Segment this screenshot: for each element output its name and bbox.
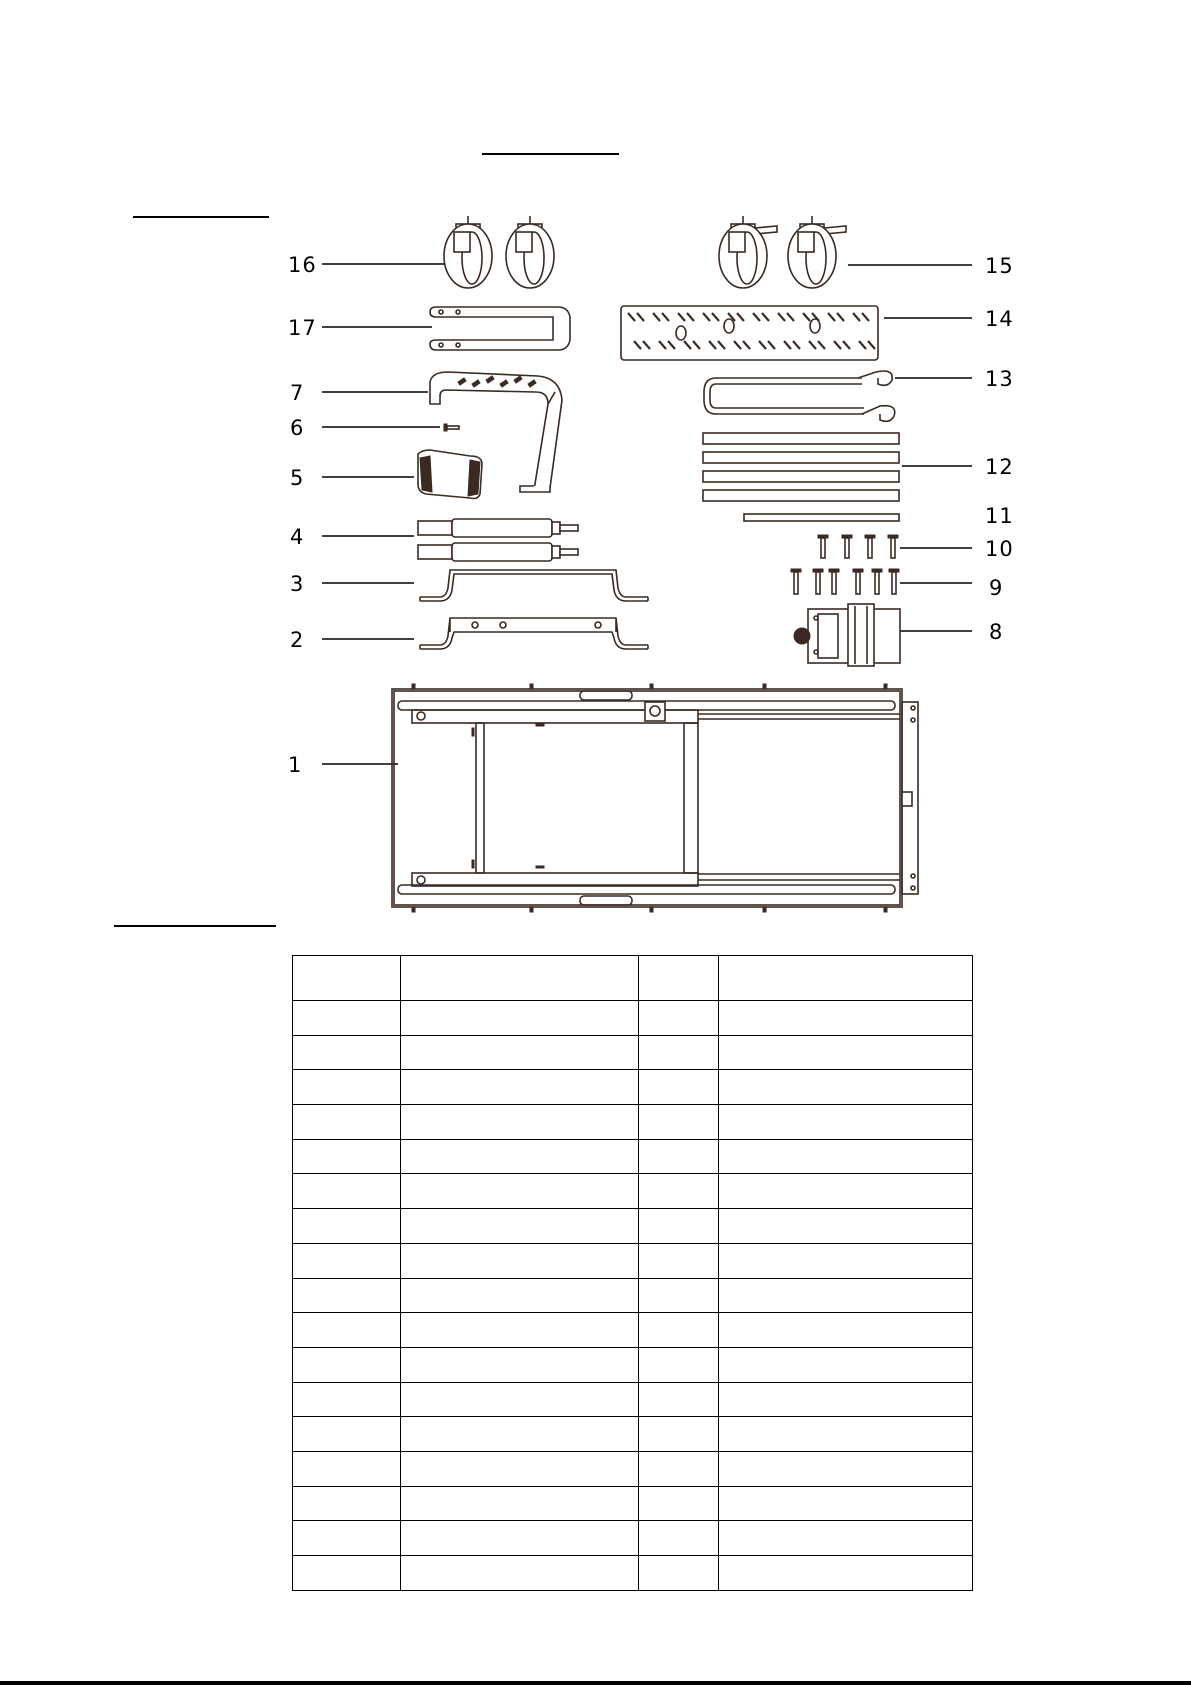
table-cell bbox=[293, 1382, 401, 1417]
table-row bbox=[293, 1000, 973, 1035]
table-cell bbox=[639, 1347, 719, 1382]
part-11-rod bbox=[744, 514, 899, 521]
table-cell bbox=[719, 1382, 973, 1417]
table-cell bbox=[639, 1278, 719, 1313]
table-cell bbox=[401, 1452, 639, 1487]
table-cell bbox=[719, 1105, 973, 1140]
table-cell bbox=[401, 1209, 639, 1244]
table-cell bbox=[719, 1070, 973, 1105]
table-cell bbox=[401, 1035, 639, 1070]
table-row bbox=[293, 1452, 973, 1487]
table-cell bbox=[401, 1556, 639, 1591]
parts-list-table bbox=[292, 955, 973, 1591]
part-14-tread-plate bbox=[621, 306, 878, 360]
table-cell bbox=[719, 1452, 973, 1487]
table-cell bbox=[401, 1382, 639, 1417]
callout-10: 10 bbox=[985, 537, 1014, 561]
table-cell bbox=[293, 1105, 401, 1140]
table-cell bbox=[401, 1139, 639, 1174]
callout-5: 5 bbox=[290, 466, 305, 490]
part-12-slats bbox=[703, 433, 899, 501]
part-17-u-bracket bbox=[430, 307, 570, 350]
table-row bbox=[293, 1174, 973, 1209]
table-row bbox=[293, 1382, 973, 1417]
table-cell bbox=[719, 1521, 973, 1556]
table-cell bbox=[293, 1139, 401, 1174]
callout-4: 4 bbox=[290, 525, 305, 549]
part-13-strap-hooks bbox=[704, 371, 895, 421]
table-cell bbox=[401, 1521, 639, 1556]
callout-6: 6 bbox=[290, 416, 305, 440]
callout-11: 11 bbox=[985, 504, 1014, 528]
table-cell bbox=[293, 1556, 401, 1591]
table-cell bbox=[639, 1000, 719, 1035]
table-cell bbox=[401, 1000, 639, 1035]
table-cell bbox=[293, 1278, 401, 1313]
table-row bbox=[293, 1105, 973, 1140]
part-2-bracket bbox=[420, 618, 648, 649]
table-cell bbox=[639, 1417, 719, 1452]
table-row bbox=[293, 1417, 973, 1452]
table-cell bbox=[719, 1313, 973, 1348]
callout-8: 8 bbox=[989, 620, 1004, 644]
page-bottom-rule bbox=[0, 1681, 1191, 1685]
table-cell bbox=[719, 1243, 973, 1278]
table-cell bbox=[293, 1035, 401, 1070]
callout-9: 9 bbox=[989, 576, 1004, 600]
part-15-brake-casters bbox=[719, 216, 846, 288]
table-cell bbox=[639, 1070, 719, 1105]
table-cell bbox=[639, 1243, 719, 1278]
table-cell bbox=[293, 1243, 401, 1278]
table-cell bbox=[719, 1139, 973, 1174]
part-5-cover bbox=[418, 450, 482, 499]
table-cell bbox=[719, 1486, 973, 1521]
table-row bbox=[293, 1209, 973, 1244]
table-row bbox=[293, 1347, 973, 1382]
callout-2: 2 bbox=[290, 628, 305, 652]
table-cell bbox=[401, 1070, 639, 1105]
part-6-screw bbox=[444, 424, 459, 431]
table-cell bbox=[293, 1486, 401, 1521]
table-cell bbox=[719, 1417, 973, 1452]
table-row bbox=[293, 1139, 973, 1174]
callout-1: 1 bbox=[288, 753, 303, 777]
table-cell bbox=[293, 1070, 401, 1105]
table-cell bbox=[401, 1313, 639, 1348]
table-cell bbox=[639, 1209, 719, 1244]
table-cell bbox=[719, 1278, 973, 1313]
table-cell bbox=[293, 1452, 401, 1487]
callout-13: 13 bbox=[985, 367, 1014, 391]
table-row bbox=[293, 1278, 973, 1313]
table-cell bbox=[639, 956, 719, 1001]
table-cell bbox=[719, 1035, 973, 1070]
callout-14: 14 bbox=[985, 307, 1014, 331]
table-cell bbox=[401, 1347, 639, 1382]
table-cell bbox=[719, 1000, 973, 1035]
table-cell bbox=[639, 1556, 719, 1591]
table-row bbox=[293, 1313, 973, 1348]
callout-12: 12 bbox=[985, 455, 1014, 479]
part-10-bolts bbox=[818, 535, 898, 558]
table-cell bbox=[293, 1000, 401, 1035]
table-cell bbox=[293, 1174, 401, 1209]
table-cell bbox=[719, 1174, 973, 1209]
table-cell bbox=[293, 1209, 401, 1244]
table-cell bbox=[719, 1556, 973, 1591]
table-row bbox=[293, 1243, 973, 1278]
table-cell bbox=[639, 1452, 719, 1487]
table-row bbox=[293, 1486, 973, 1521]
table-cell bbox=[293, 956, 401, 1001]
table-row bbox=[293, 1556, 973, 1591]
part-4-tubes bbox=[418, 519, 578, 561]
table-cell bbox=[293, 1313, 401, 1348]
table-cell bbox=[719, 1347, 973, 1382]
table-cell bbox=[639, 1035, 719, 1070]
table-cell bbox=[719, 1209, 973, 1244]
table-header-row bbox=[293, 956, 973, 1001]
table-cell bbox=[401, 1174, 639, 1209]
callout-17: 17 bbox=[288, 316, 317, 340]
table-cell bbox=[639, 1139, 719, 1174]
part-9-bolts bbox=[791, 569, 899, 594]
table-cell bbox=[401, 1417, 639, 1452]
table-cell bbox=[293, 1347, 401, 1382]
table-cell bbox=[639, 1382, 719, 1417]
table-cell bbox=[639, 1105, 719, 1140]
table-cell bbox=[401, 1486, 639, 1521]
table-row bbox=[293, 1521, 973, 1556]
table-row bbox=[293, 1070, 973, 1105]
table-cell bbox=[293, 1521, 401, 1556]
part-3-bracket bbox=[420, 570, 648, 601]
table-cell bbox=[719, 956, 973, 1001]
table-cell bbox=[401, 1105, 639, 1140]
part-1-main-frame bbox=[392, 684, 918, 912]
table-cell bbox=[401, 1278, 639, 1313]
callout-16: 16 bbox=[288, 253, 317, 277]
table-cell bbox=[639, 1521, 719, 1556]
table-cell bbox=[639, 1486, 719, 1521]
callout-7: 7 bbox=[290, 381, 305, 405]
table-cell bbox=[639, 1313, 719, 1348]
table-cell bbox=[401, 956, 639, 1001]
table-cell bbox=[639, 1174, 719, 1209]
callout-15: 15 bbox=[985, 254, 1014, 278]
part-16-casters bbox=[444, 216, 554, 288]
table-cell bbox=[293, 1417, 401, 1452]
table-row bbox=[293, 1035, 973, 1070]
callout-3: 3 bbox=[290, 572, 305, 596]
table-cell bbox=[401, 1243, 639, 1278]
part-8-roller-carriage bbox=[794, 604, 900, 666]
